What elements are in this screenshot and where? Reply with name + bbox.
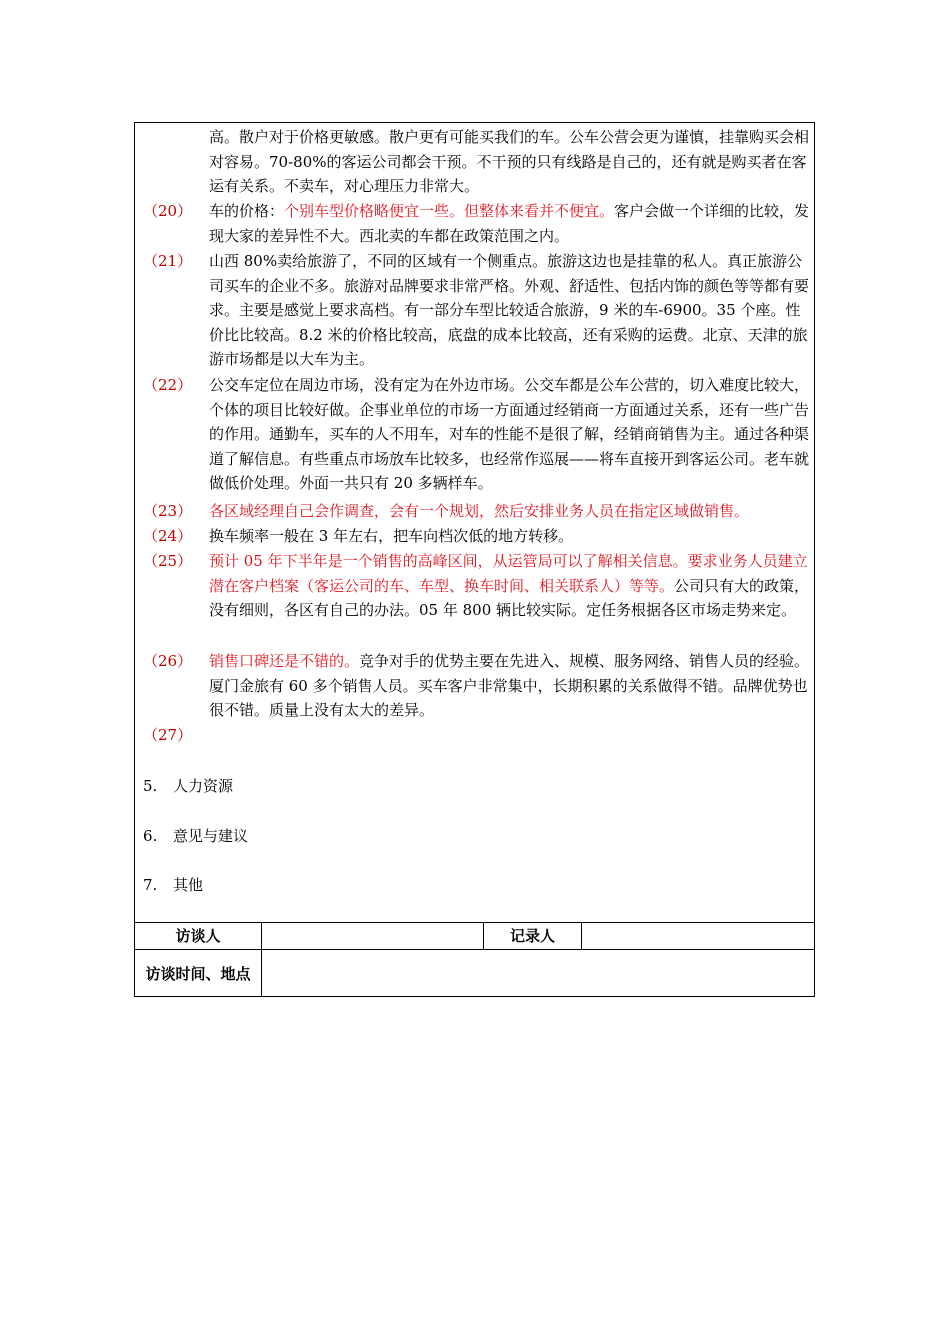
signature-row-people — [135, 923, 814, 950]
paragraph-text: 高。散户对于价格更敏感。散户更有可能买我们的车。公车公营会更为谨慎，挂靠购买会相对容易。70-80%的客运公司都会干预。不干预的只有线路是自己的，还有就是购买者在客运有关系。不卖车，对心理压力非常大。 — [209, 128, 810, 196]
interviewer-label: 访谈人 — [175, 927, 221, 945]
paragraph-text: 客户会做一个详细的比较，发现大家的差异性不大。西北卖的车都在政策范围之内。 — [209, 202, 810, 245]
paragraph-25 — [143, 549, 813, 623]
paragraph-text: 车的价格： — [209, 202, 285, 220]
section-other — [143, 873, 203, 897]
paragraph-20 — [143, 199, 813, 248]
highlight-text: 预计 05 年下半年是一个销售的高峰区间，从运管局可以了解相关信息。要求业务人员建立潜在客户档案（客运公司的车、车型、换车时间、相关联系人）等等。 — [209, 552, 808, 595]
interview-record-table — [134, 122, 815, 997]
paragraph-text: 公司只有大的政策，没有细则，各区有自己的办法。05 年 800 辆比较实际。定任务根据各区市场走势来定。 — [209, 576, 810, 620]
paragraph-number: （26） — [143, 652, 193, 670]
highlight-text: 各区域经理自己会作调查，会有一个规划，然后安排业务人员在指定区域做销售。 — [209, 502, 750, 520]
highlight-text: 销售口碑还是不错的。 — [209, 652, 360, 670]
paragraph-number: （21） — [143, 252, 193, 270]
signature-block — [135, 922, 814, 997]
interviewer-field[interactable] — [261, 923, 483, 949]
section-label: 其他 — [173, 876, 204, 894]
paragraph-22 — [143, 373, 813, 496]
highlight-text: 个别车型价格略便宜一些。但整体来看并不便宜。 — [284, 202, 615, 220]
section-label: 人力资源 — [173, 777, 234, 795]
paragraph-23 — [143, 499, 813, 524]
paragraph-text: 换车频率一般在 3 年左右，把车向档次低的地方转移。 — [209, 527, 574, 545]
paragraph-24 — [143, 524, 813, 549]
section-hr — [143, 774, 233, 798]
time-place-field[interactable] — [261, 950, 814, 997]
section-label: 意见与建议 — [173, 827, 249, 845]
paragraph-number: （25） — [143, 552, 193, 570]
paragraph-21 — [143, 249, 813, 372]
paragraph-26 — [143, 649, 813, 723]
paragraph-text: 公交车定位在周边市场，没有定为在外边市场。公交车都是公车公营的，切入难度比较大，个体的项目比较好做。企事业单位的市场一方面通过经销商一方面通过关系，还有一些广告的作用。通勤车，买车的人不用车，对车的性能不是很了解，经销商销售为主。通过各种渠道了解信息。有些重点市场放车比较多，也经常作巡展——将车直接开到客运公司。老车就做低价处理。外面一共只有 20 多辆样车。 — [209, 376, 810, 493]
paragraph-text: 山西 80%卖给旅游了，不同的区域有一个侧重点。旅游这边也是挂靠的私人。真正旅游公司买车的企业不多。旅游对品牌要求非常严格。外观、舒适性、包括内饰的颜色等等都有要求。主要是感觉上要求高档。有一部分车型比较适合旅游，9 米的车-6900。35 个座。性价比比较高。8.2 米的价格比较高，底盘的成本比较高，还有采购的运费。北京、天津的旅游市场都是以大车为主。 — [209, 252, 810, 369]
section-number: 7. — [143, 876, 158, 894]
paragraph-number: （24） — [143, 527, 193, 545]
recorder-label: 记录人 — [483, 923, 581, 949]
paragraph-number: （27） — [143, 726, 193, 744]
paragraph-text: 竞争对手的优势主要在先进入、规模、服务网络、销售人员的经验。厦门金旅有 60 多个销售人员。买车客户非常集中，长期积累的关系做得不错。品牌优势也很不错。质量上没有太大的差异。 — [209, 652, 810, 720]
paragraph-continued — [143, 125, 813, 199]
section-number: 5. — [143, 777, 158, 795]
section-number: 6. — [143, 827, 158, 845]
section-suggestions — [143, 824, 248, 848]
signature-row-time-place — [135, 950, 814, 997]
paragraph-27 — [143, 723, 813, 748]
paragraph-number: （23） — [143, 502, 193, 520]
paragraph-number: （22） — [143, 376, 193, 394]
notes-cell — [135, 123, 814, 923]
paragraph-number: （20） — [143, 202, 193, 220]
recorder-field[interactable] — [581, 923, 814, 949]
time-place-label: 访谈时间、地点 — [145, 964, 251, 983]
